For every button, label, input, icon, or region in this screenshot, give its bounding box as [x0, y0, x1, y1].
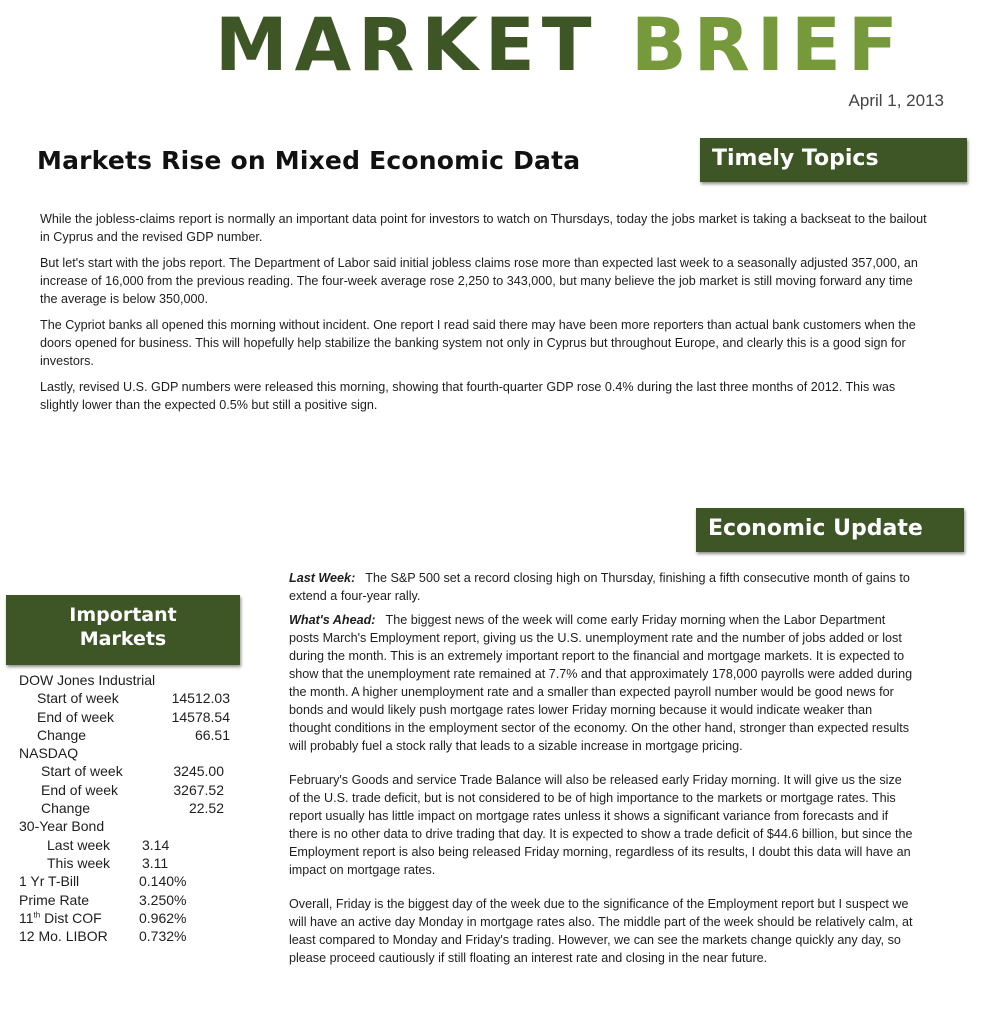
dow-title: DOW Jones Industrial: [19, 672, 156, 688]
bond-last-label: Last week: [47, 836, 111, 853]
nasdaq-start-value: 3245.00: [173, 763, 224, 780]
bond-last-value: 3.14: [142, 836, 170, 853]
dow-end-label: End of week: [37, 708, 115, 725]
nasdaq-title-row: [19, 744, 244, 762]
issue-date: April 1, 2013: [848, 91, 944, 110]
dow-end-row: [19, 708, 244, 726]
article-paragraph: While the jobless-claims report is normally an important data point for investors to watch on Thursdays, today the jobs market is taking a backseat to the bailout in Cyprus and the revised GDP number.: [40, 212, 927, 244]
masthead-word-brief: BRIEF: [631, 3, 905, 88]
dow-start-row: [19, 689, 244, 707]
tbill-value: 0.140%: [139, 873, 187, 890]
masthead: [215, 3, 955, 88]
bond-this-row: [19, 854, 244, 872]
economic-update-heading: Economic Update: [696, 508, 964, 552]
article-paragraph: The Cypriot banks all opened this morning without incident. One report I read said there may have been more reporters than actual bank customers when the doors opened for business. This will hopefully help stabilize the banking system not only in Cyprus but throughout Europe, and clearly this is a good sign for investors.: [40, 318, 916, 368]
bond-title-row: [19, 817, 244, 835]
timely-topics-heading: Timely Topics: [700, 138, 967, 182]
libor-value: 0.732%: [139, 928, 187, 945]
libor-label: 12 Mo. LIBOR: [19, 928, 108, 945]
article-paragraph: But let's start with the jobs report. The Department of Labor said initial jobless claims rose more than expected last week to a seasonally adjusted 357,000, an increase of 16,000 from the previous reading. The four-week average rose 2,250 to 343,000, but many believe the job market is still moving forward any time the average is below 350,000.: [40, 256, 918, 306]
dow-start-value: 14512.03: [171, 690, 230, 707]
economic-update-body: [289, 569, 913, 973]
whats-ahead-paragraph: [289, 611, 913, 755]
cof-label-pre: 11: [19, 909, 34, 926]
dow-title-row: [19, 671, 244, 689]
whats-ahead-text: The biggest news of the week will come early Friday morning when the Labor Department posts March's Employment report, giving us the U.S. unemployment rate and the number of jobs added or lost during the month. This is an extremely important report to the financial and mortgage markets. It is expected to show that the unemployment rate remained at 7.7% and that approximately 178,000 payrolls were added during the month. A higher unemployment rate and a smaller than expected payroll number would be good news for bonds and would likely push mortgage rates lower Friday morning because it would indicate weaker than thought conditions in the employment sector of the economy. On the other hand, stronger than expected results will probably fuel a stock rally that leads to a sizable increase in mortgage pricing.: [289, 613, 913, 753]
article-paragraph: Lastly, revised U.S. GDP numbers were released this morning, showing that fourth-quarter GDP rose 0.4% during the last three months of 2012. This was slightly lower than the expected 0.5% but still a positive sign.: [40, 380, 896, 412]
nasdaq-end-label: End of week: [41, 781, 119, 798]
trade-balance-paragraph: February's Goods and service Trade Balance will also be released early Friday morning. It will give us the size of the U.S. trade deficit, but is not considered to be of high importance to the markets or mortgage rates. This report usually has little impact on mortgage rates unless it shows a significant variance from forecasts and if there is no other data to drive trading that day. It is expected to show a trade deficit of $44.6 billion, but since the Employment report is also being released Friday morning, regardless of its results, I doubt this data will have an impact on mortgage rates.: [289, 773, 913, 877]
last-week-label: Last Week:: [289, 571, 356, 585]
overall-paragraph: Overall, Friday is the biggest day of the week due to the significance of the Employment report but I suspect we will have an active day Monday in mortgage rates also. The middle part of the week should be relatively calm, at least compared to Monday and Friday's trading. However, we can see the markets change quickly any day, so please proceed cautiously if still floating an interest rate and closing in the near future.: [289, 897, 913, 965]
nasdaq-end-value: 3267.52: [173, 781, 224, 798]
prime-row: [19, 891, 244, 909]
nasdaq-start-label: Start of week: [41, 763, 123, 780]
bond-this-value: 3.11: [142, 854, 169, 871]
libor-row: [19, 927, 244, 945]
markets-table: [19, 671, 244, 945]
important-markets-heading: [6, 595, 240, 665]
nasdaq-change-row: [19, 799, 244, 817]
article-headline: Markets Rise on Mixed Economic Data: [37, 146, 581, 175]
dow-start-label: Start of week: [37, 690, 119, 707]
important-markets-heading-line1: Important: [69, 604, 177, 626]
nasdaq-start-row: [19, 762, 244, 780]
tbill-label: 1 Yr T-Bill: [19, 873, 80, 890]
prime-label: Prime Rate: [19, 891, 90, 908]
whats-ahead-label: What's Ahead:: [289, 613, 376, 627]
dow-change-row: [19, 726, 244, 744]
cof-label-sup: th: [33, 910, 41, 920]
cof-label: [19, 909, 102, 927]
cof-value: 0.962%: [139, 909, 187, 926]
dow-change-value: 66.51: [194, 726, 230, 743]
prime-value: 3.250%: [139, 891, 187, 908]
bond-last-row: [19, 836, 244, 854]
bond-title: 30-Year Bond: [19, 818, 105, 835]
last-week-text: The S&P 500 set a record closing high on Thursday, finishing a fifth consecutive month of gains to extend a four-year rally.: [289, 571, 910, 603]
nasdaq-change-value: 22.52: [188, 800, 224, 817]
masthead-word-market: MARKET: [215, 3, 599, 88]
important-markets-heading-line2: Markets: [79, 628, 167, 650]
nasdaq-end-row: [19, 781, 244, 799]
cof-row: [19, 909, 244, 927]
last-week-paragraph: [289, 569, 913, 605]
tbill-row: [19, 872, 244, 890]
nasdaq-change-label: Change: [41, 800, 91, 817]
article-body: [40, 210, 930, 422]
nasdaq-title: NASDAQ: [19, 745, 79, 762]
dow-end-value: 14578.54: [171, 708, 230, 725]
cof-label-post: Dist COF: [40, 909, 102, 926]
bond-this-label: This week: [47, 854, 111, 871]
dow-change-label: Change: [37, 726, 87, 743]
